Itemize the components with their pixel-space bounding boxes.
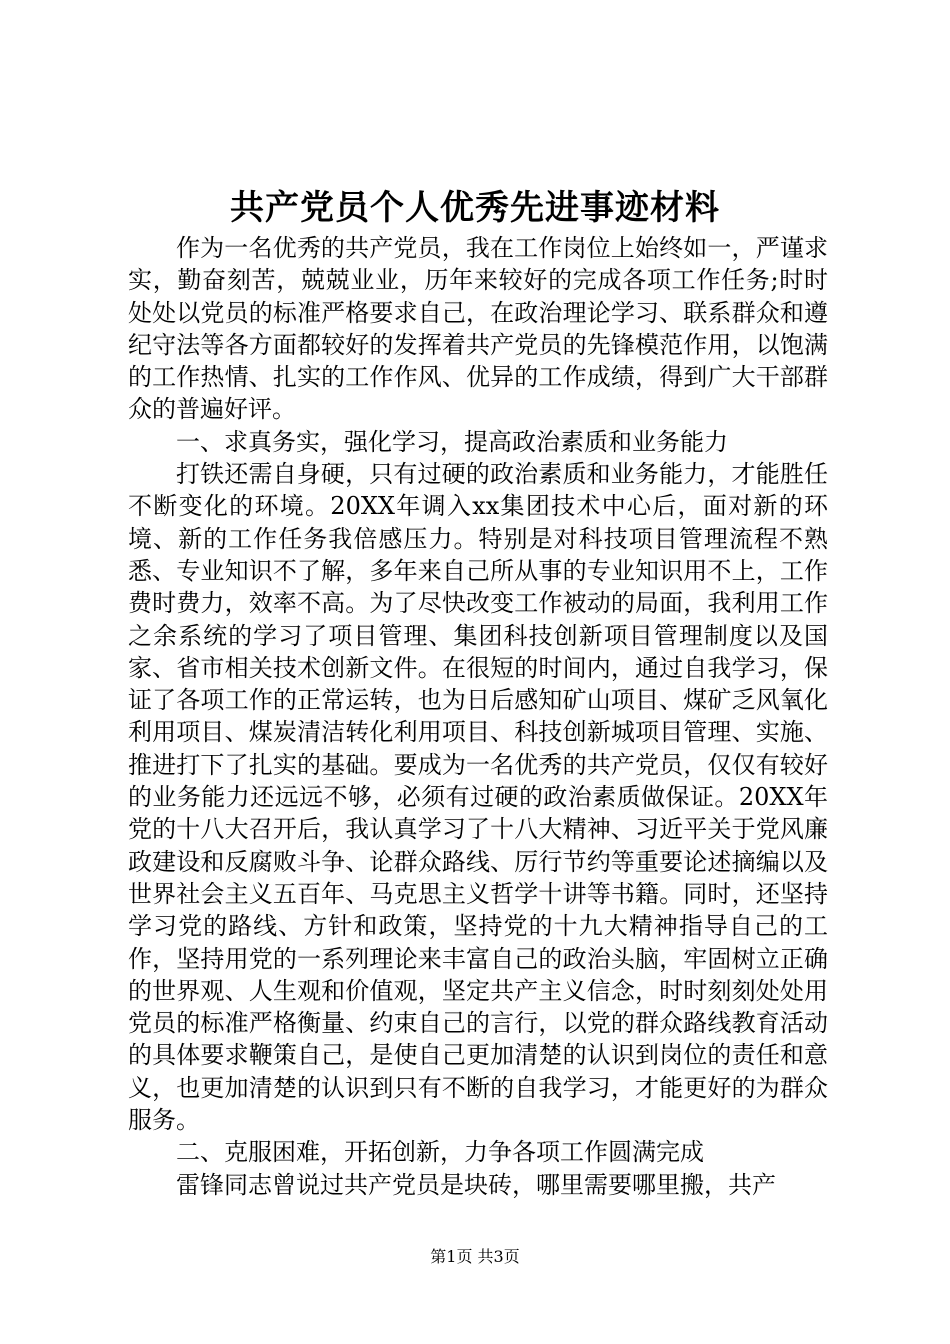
paragraph-intro: 作为一名优秀的共产党员，我在工作岗位上始终如一，严谨求实，勤奋刻苦，兢兢业业，历年来较好的完成各项工作任务;时时处处以党员的标准严格要求自己，在政治理论学习、联系群众和遵纪守法等各方面都较好的发挥着共产党员的先锋模范作用，以饱满的工作热情、扎实的工作作风、优异的工作成绩，得到广大干部群众的普遍好评。 — [128, 234, 828, 424]
section-heading-2: 二、克服困难，开拓创新，力争各项工作圆满完成 — [176, 1138, 704, 1167]
paragraph-section-2: 雷锋同志曾说过共产党员是块砖，哪里需要哪里搬，共产 — [176, 1170, 776, 1199]
paragraph-section-1: 打铁还需自身硬，只有过硬的政治素质和业务能力，才能胜任不断变化的环境。20XX年调入xx集团技术中心后，面对新的环境、新的工作任务我倍感压力。特别是对科技项目管理流程不熟悉、专业知识不了解，多年来自己所从事的专业知识用不上，工作费时费力，效率不高。为了尽快改变工作被动的局面，我利用工作之余系统的学习了项目管理、集团科技创新项目管理制度以及国家、省市相关技术创新文件。在很短的时间内，通过自我学习，保证了各项工作的正常运转，也为日后感知矿山项目、煤矿乏风氧化利用项目、煤炭清洁转化利用项目、科技创新城项目管理、实施、推进打下了扎实的基础。要成为一名优秀的共产党员，仅仅有较好的业务能力还远远不够，必须有过硬的政治素质做保证。20XX年党的十八大召开后，我认真学习了十八大精神、习近平关于党风廉政建设和反腐败斗争、论群众路线、厉行节约等重要论述摘编以及世界社会主义五百年、马克思主义哲学十讲等书籍。同时，还坚持学习党的路线、方针和政策，坚持党的十九大精神指导自己的工作，坚持用党的一系列理论来丰富自己的政治头脑，牢固树立正确的世界观、人生观和价值观，坚定共产主义信念，时时刻刻处处用党员的标准严格衡量、约束自己的言行，以党的群众路线教育活动的具体要求鞭策自己，是使自己更加清楚的认识到岗位的责任和意义，也更加清楚的认识到只有不断的自我学习，才能更好的为群众服务。 — [128, 460, 828, 1135]
section-heading-1: 一、求真务实，强化学习，提高政治素质和业务能力 — [176, 427, 728, 456]
document-title: 共产党员个人优秀先进事迹材料 — [230, 188, 720, 228]
page-footer: 第1页 共3页 — [430, 1247, 520, 1266]
document-body — [128, 232, 828, 1201]
